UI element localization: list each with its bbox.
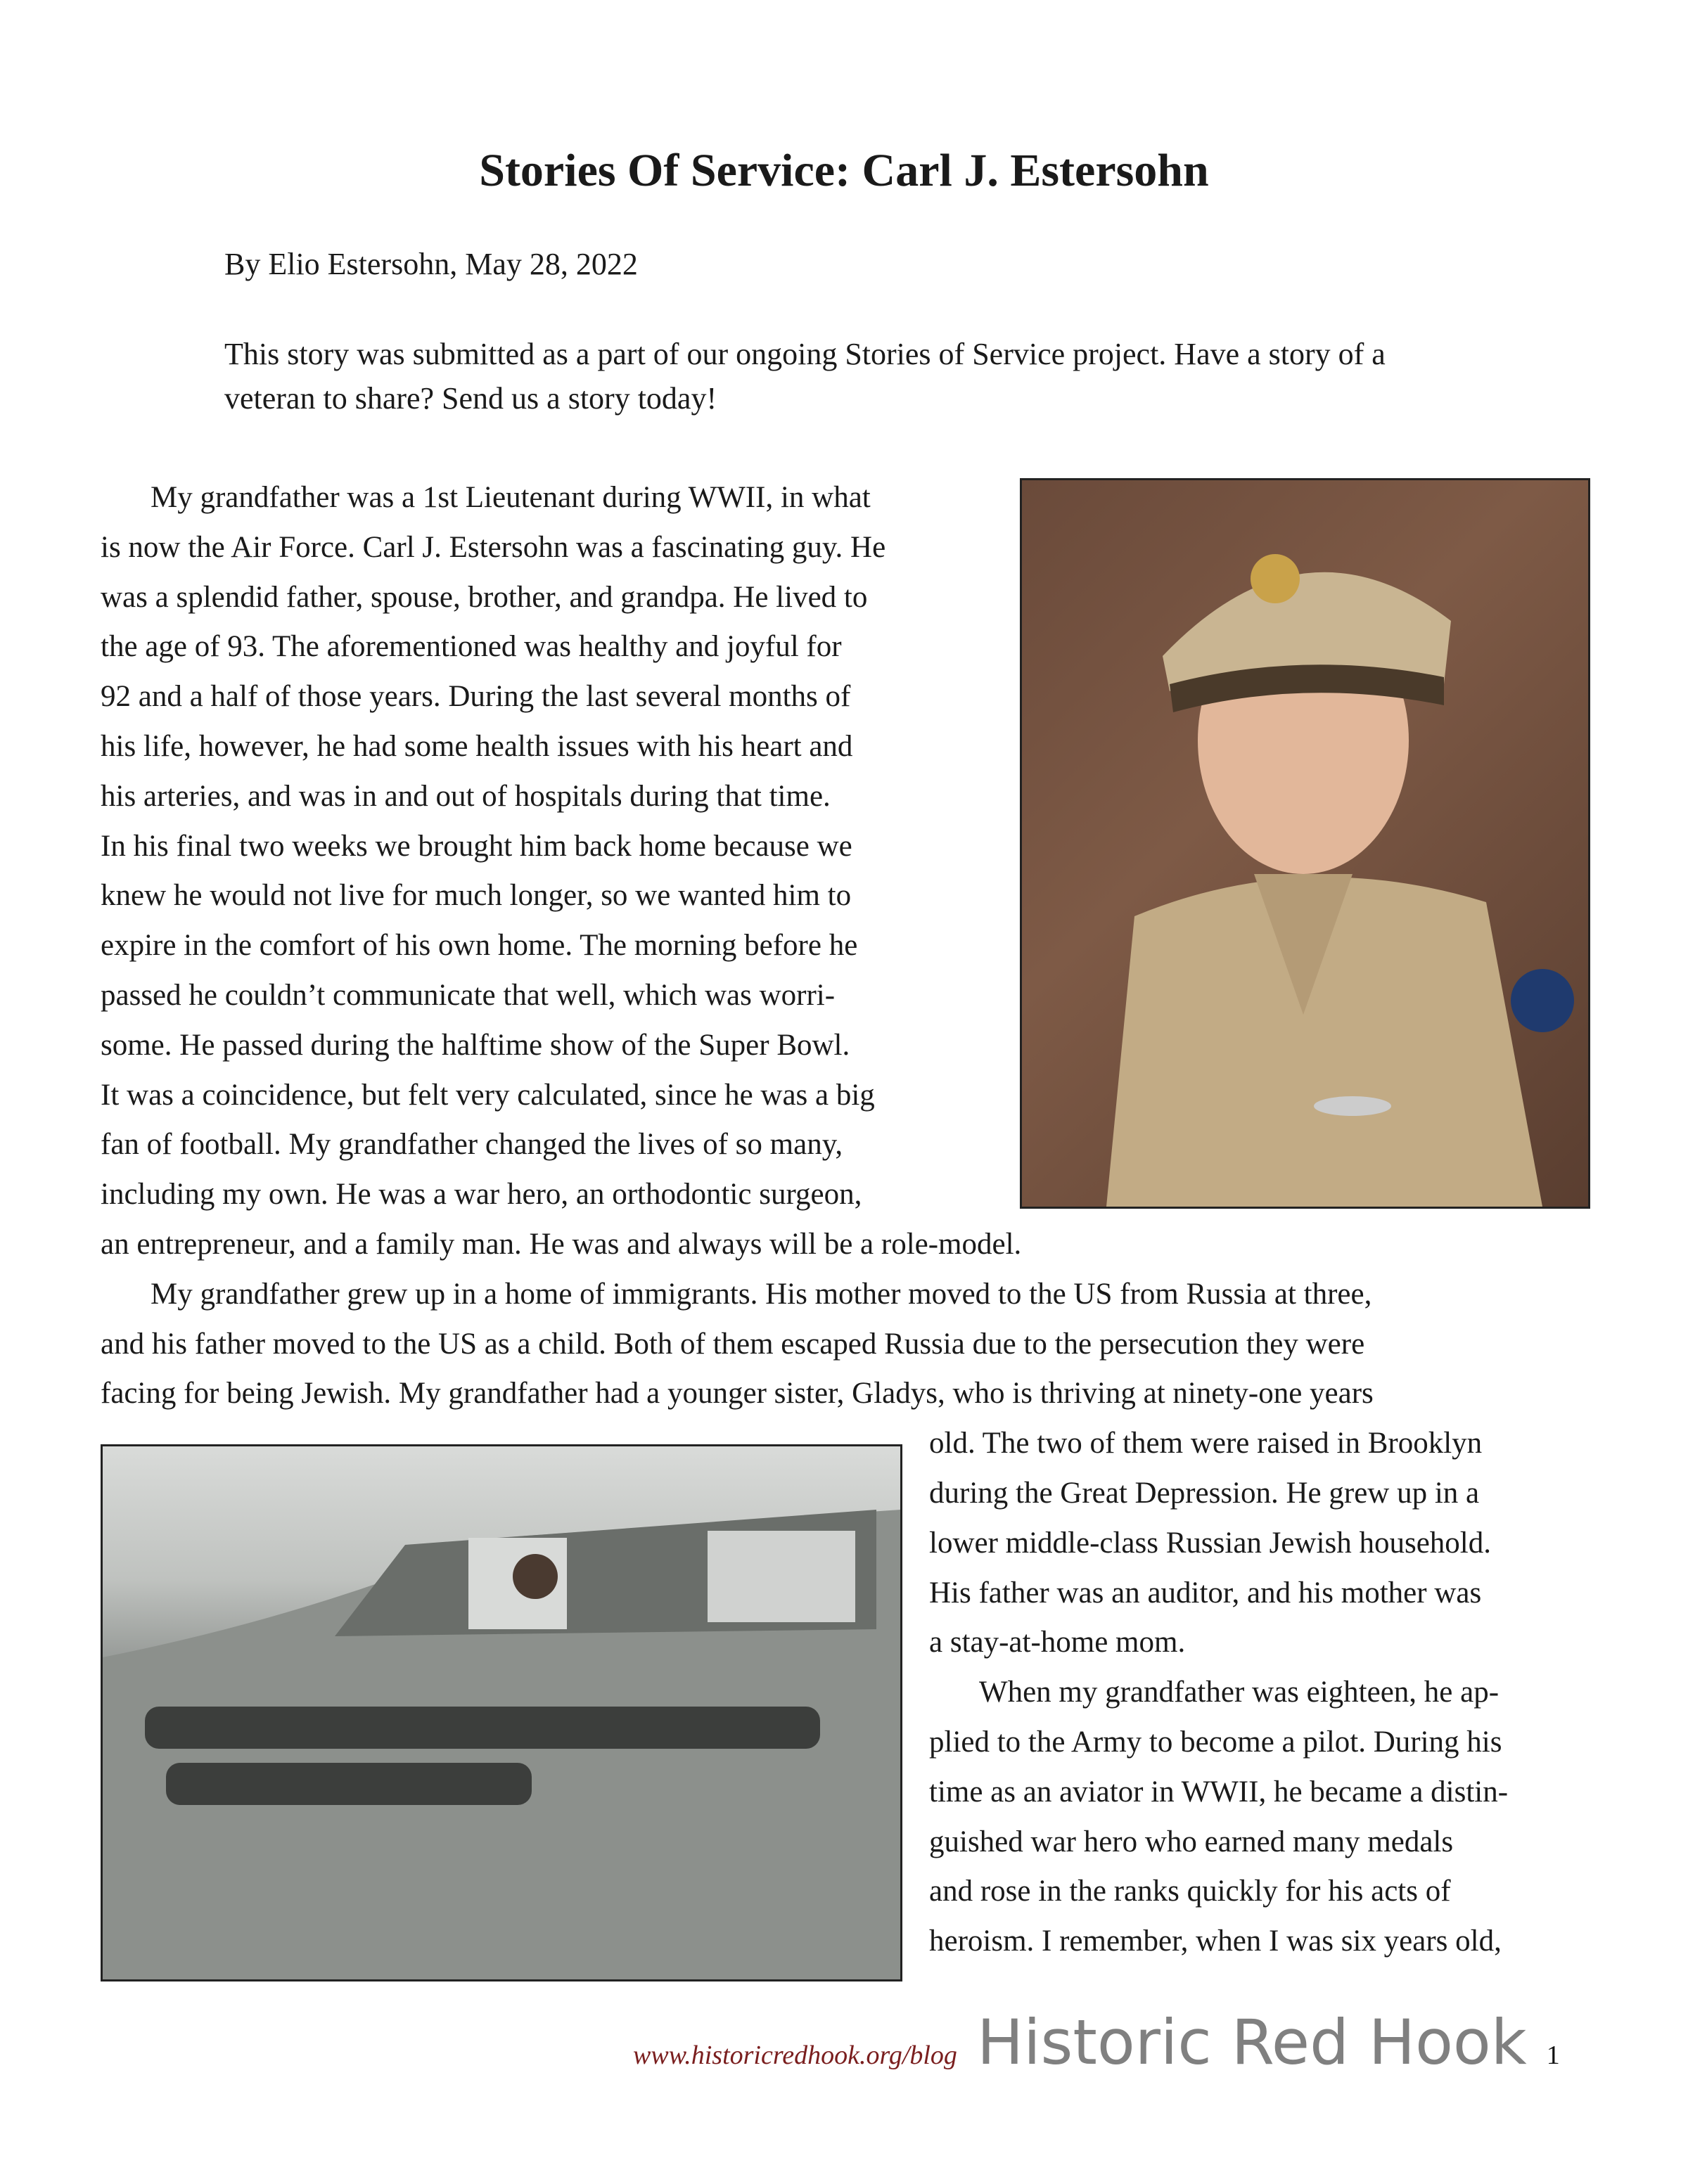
airplane-photo xyxy=(101,1444,902,1981)
body-line: was a splendid father, spouse, brother, and grandpa. He lived to xyxy=(101,580,868,614)
body-line: expire in the comfort of his own home. The morning before he xyxy=(101,929,858,963)
body-line: 92 and a half of those years. During the last several months of xyxy=(101,680,851,714)
body-line: old. The two of them were raised in Brooklyn xyxy=(929,1427,1483,1460)
page-number: 1 xyxy=(1546,2041,1560,2070)
body-line: including my own. He was a war hero, an orthodontic surgeon, xyxy=(101,1178,862,1212)
body-line: time as an aviator in WWII, he became a distin- xyxy=(929,1775,1509,1809)
page-title: Stories Of Service: Carl J. Estersohn xyxy=(479,145,1209,196)
footer-url-link[interactable]: www.historicredhook.org/blog xyxy=(633,2041,957,2070)
body-line: some. He passed during the halftime show of the Super Bowl. xyxy=(101,1028,850,1062)
intro-line: This story was submitted as a part of our ongoing Stories of Service project. Have a story of a xyxy=(224,337,1386,371)
body-line: during the Great Depression. He grew up in a xyxy=(929,1477,1480,1510)
body-line: a stay-at-home mom. xyxy=(929,1626,1186,1659)
body-line: lower middle-class Russian Jewish household. xyxy=(929,1526,1491,1560)
body-line: It was a coincidence, but felt very calculated, since he was a big xyxy=(101,1078,875,1112)
body-line: is now the Air Force. Carl J. Estersohn was a fascinating guy. He xyxy=(101,530,886,564)
body-line: His father was an auditor, and his mother was xyxy=(929,1576,1482,1610)
body-line: plied to the Army to become a pilot. During his xyxy=(929,1726,1502,1759)
portrait-illustration xyxy=(1022,480,1588,1207)
page-footer xyxy=(633,2004,1618,2081)
airplane-illustration xyxy=(103,1446,900,1979)
body-line: heroism. I remember, when I was six years old, xyxy=(929,1925,1502,1958)
body-line: and rose in the ranks quickly for his acts of xyxy=(929,1875,1451,1908)
body-line: his life, however, he had some health issues with his heart and xyxy=(101,730,853,763)
body-line: guished war hero who earned many medals xyxy=(929,1825,1454,1858)
body-line: an entrepreneur, and a family man. He was and always will be a role-model. xyxy=(101,1228,1022,1261)
body-line: his arteries, and was in and out of hospitals during that time. xyxy=(101,779,831,813)
body-line: My grandfather grew up in a home of immigrants. His mother moved to the US from Russia at three, xyxy=(151,1277,1372,1311)
portrait-photo xyxy=(1020,478,1590,1209)
intro-line: veteran to share? Send us a story today! xyxy=(224,381,717,416)
body-line: When my grandfather was eighteen, he ap- xyxy=(979,1676,1500,1709)
body-line: facing for being Jewish. My grandfather had a younger sister, Gladys, who is thriving at ninety-one years xyxy=(101,1377,1374,1411)
body-line: My grandfather was a 1st Lieutenant during WWII, in what xyxy=(151,481,871,514)
body-line: and his father moved to the US as a child. Both of them escaped Russia due to the persecution they were xyxy=(101,1327,1365,1361)
body-line: In his final two weeks we brought him back home because we xyxy=(101,829,852,863)
body-line: passed he couldn’t communicate that well, which was worri- xyxy=(101,979,836,1012)
body-line: knew he would not live for much longer, so we wanted him to xyxy=(101,879,852,913)
byline: By Elio Estersohn, May 28, 2022 xyxy=(224,247,638,281)
body-line: the age of 93. The aforementioned was healthy and joyful for xyxy=(101,630,842,664)
body-line: fan of football. My grandfather changed the lives of so many, xyxy=(101,1128,843,1162)
footer-brand-logo: Historic Red Hook xyxy=(976,2006,1527,2079)
